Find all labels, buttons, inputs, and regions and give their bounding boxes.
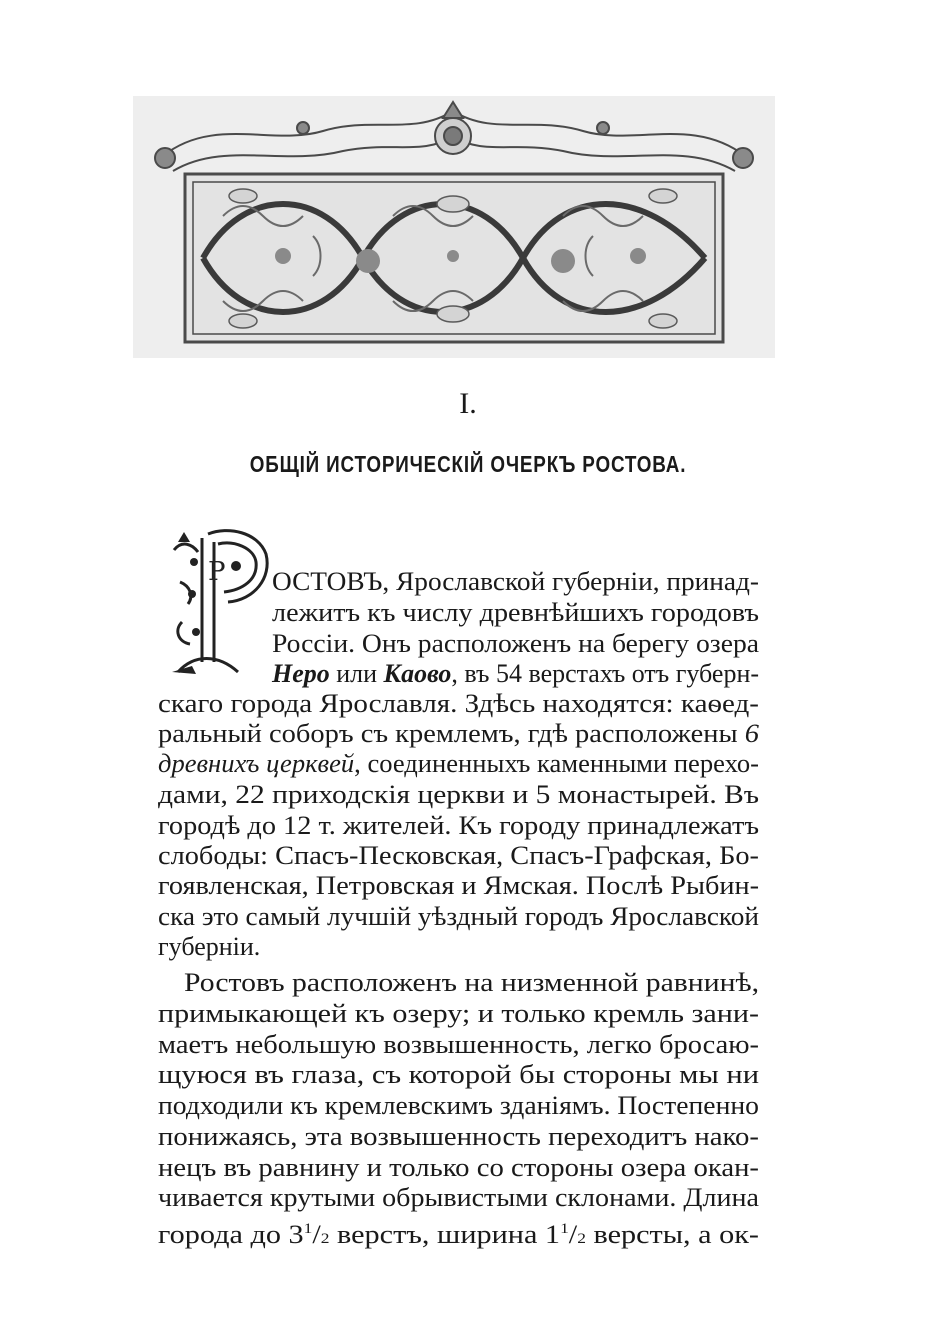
text-line — [158, 688, 759, 720]
text-run: 6 — [744, 719, 759, 748]
text-run: понижаясь, эта возвышенность переходитъ нако- — [158, 1122, 759, 1151]
text-run: скаго города Ярославля. Здѣсь находятся: каѳед- — [158, 689, 759, 718]
text-run: примыкающей къ озеру; и только кремль зани- — [158, 999, 759, 1028]
text-line — [158, 931, 260, 963]
text-line — [158, 810, 759, 842]
text-line — [158, 1213, 759, 1255]
text-line — [158, 1029, 759, 1061]
text-run: 1 — [303, 1221, 313, 1237]
text-line — [158, 1059, 759, 1091]
text-line — [158, 1121, 759, 1153]
text-run: 2 — [577, 1231, 586, 1247]
text-line — [158, 901, 759, 933]
text-run: древнихъ церквей — [158, 749, 355, 778]
dropcap-letter: Р — [208, 557, 226, 587]
text-run: Неро — [272, 659, 330, 688]
text-run: слободы: Спасъ-Песковская, Спасъ-Графская, Бо- — [158, 841, 759, 870]
text-line — [158, 998, 759, 1030]
text-line — [272, 566, 759, 598]
text-run: чивается крутыми обрывистыми склонами. Длина — [158, 1183, 759, 1212]
text-run: / — [568, 1220, 578, 1249]
text-run: версты, а ок- — [585, 1220, 759, 1249]
ornamental-headpiece — [133, 96, 775, 358]
text-run: лежитъ къ числу древнѣйшихъ городовъ — [272, 598, 759, 627]
text-run: дами, 22 приходскія церкви и 5 монастырей. Въ — [158, 780, 759, 809]
text-run: верстъ, ширина 1 — [329, 1220, 561, 1249]
text-run: городѣ до 12 т. жителей. Къ городу принадлежатъ — [158, 811, 759, 840]
text-run: Ростовъ расположенъ на низменной равнинѣ, — [184, 968, 759, 997]
text-line — [158, 748, 759, 780]
text-run: ральный соборъ съ кремлемъ, гдѣ расположены — [158, 719, 745, 748]
text-line — [184, 967, 759, 999]
text-line — [272, 597, 759, 629]
text-run: города до 3 — [158, 1220, 304, 1249]
text-run: , соединенныхъ каменными перехо- — [354, 749, 759, 778]
text-run: подходили къ кремлевскимъ зданіямъ. Постепенно — [158, 1091, 759, 1120]
text-run: или — [329, 659, 384, 688]
text-line — [158, 1090, 759, 1122]
text-line — [158, 840, 759, 872]
text-run: , въ 54 верстахъ отъ губерн- — [451, 659, 759, 688]
chapter-title: ОБЩІЙ ИСТОРИЧЕСКІЙ ОЧЕРКЪ РОСТОВА. — [249, 451, 687, 477]
text-run: губерніи. — [158, 932, 261, 961]
text-run: 2 — [320, 1231, 330, 1247]
text-run: нецъ въ равнину и только со стороны озера окан- — [158, 1153, 759, 1182]
text-line — [158, 1182, 759, 1214]
text-line — [158, 779, 759, 811]
text-line — [272, 658, 759, 690]
text-line — [272, 628, 759, 660]
text-run: ОСТОВЪ, Ярославской губерніи, принад- — [272, 567, 759, 596]
text-run: 1 — [560, 1221, 569, 1237]
text-line — [158, 870, 759, 902]
text-run: щуюся въ глаза, съ которой бы стороны мы ни — [158, 1060, 759, 1089]
text-run: маетъ небольшую возвышенность, легко бросаю- — [158, 1030, 759, 1059]
text-line — [158, 718, 759, 750]
text-run: / — [312, 1220, 321, 1249]
text-run: ска это самый лучшій уѣздный городъ Ярославской — [158, 902, 759, 931]
chapter-number: I. — [459, 387, 477, 420]
text-run: гоявленская, Петровская и Ямская. Послѣ Рыбин- — [158, 871, 759, 900]
text-run: Россіи. Онъ расположенъ на берегу озера — [272, 629, 759, 658]
text-line — [158, 1152, 759, 1184]
text-run: Каово — [383, 659, 452, 688]
dropcap-ornament — [158, 522, 270, 678]
